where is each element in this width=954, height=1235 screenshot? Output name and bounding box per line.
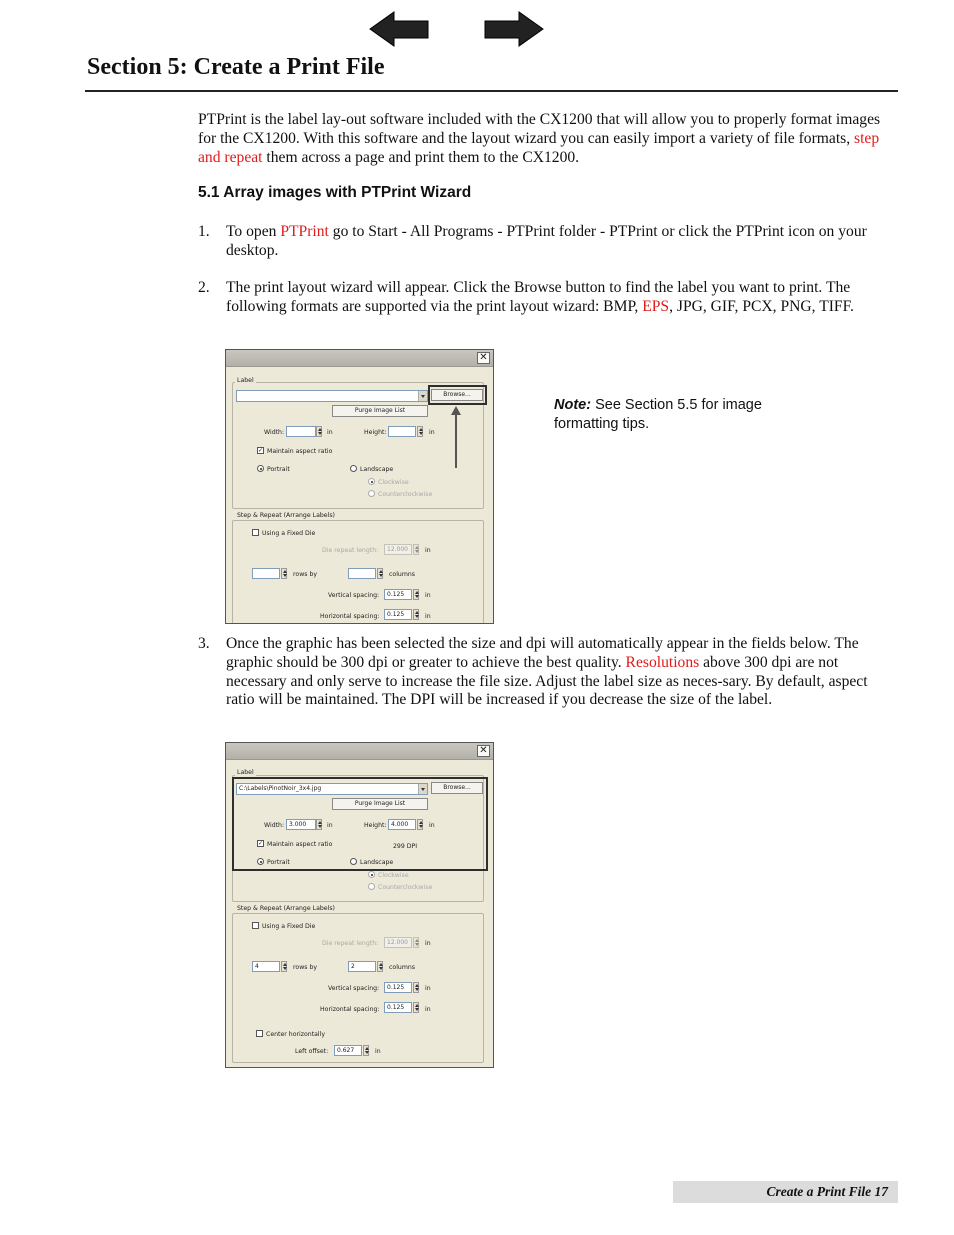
- height-unit: in: [429, 429, 435, 436]
- vertical-spacing-spinner[interactable]: [413, 982, 419, 993]
- rows-spinner[interactable]: [281, 961, 287, 972]
- step-1-text: [226, 223, 892, 261]
- height-field[interactable]: 4.000: [388, 819, 416, 830]
- vertical-spacing-field[interactable]: 0.125: [384, 982, 412, 993]
- chevron-down-icon[interactable]: [418, 391, 427, 401]
- vertical-spacing-spinner[interactable]: [413, 589, 419, 600]
- left-offset-label: Left offset:: [295, 1048, 329, 1055]
- maintain-aspect-checkbox[interactable]: ✓: [258, 447, 264, 454]
- die-unit: in: [425, 940, 431, 947]
- rows-by-label: rows by: [293, 571, 318, 578]
- vertical-unit: in: [425, 985, 431, 992]
- dialog-titlebar: [226, 743, 493, 760]
- horizontal-spacing-spinner[interactable]: [413, 1002, 419, 1013]
- die-repeat-label: Die repeat length:: [322, 940, 379, 947]
- resolutions-link[interactable]: Resolutions: [625, 653, 700, 671]
- intro-paragraph: [198, 111, 892, 167]
- note-text: See Section 5.5 for image formatting tips.: [554, 397, 762, 432]
- height-unit: in: [429, 822, 435, 829]
- left-offset-unit: in: [375, 1048, 381, 1055]
- fixed-die-label: Using a Fixed Die: [262, 530, 316, 537]
- columns-field[interactable]: [348, 568, 376, 579]
- maintain-aspect-checkbox[interactable]: ✓: [258, 840, 264, 847]
- rows-by-label: rows by: [293, 964, 318, 971]
- dialog-titlebar: [226, 350, 493, 367]
- eps-link[interactable]: EPS: [642, 297, 670, 315]
- portrait-label: Portrait: [267, 466, 290, 473]
- width-unit: in: [327, 822, 333, 829]
- die-repeat-field[interactable]: 12.000: [384, 937, 412, 948]
- file-path-value: C:\Labels\PinotNoir_3x4.jpg: [239, 785, 322, 792]
- step-2-text: [226, 279, 892, 317]
- auto-fields-highlight: [232, 777, 488, 871]
- clockwise-label: Clockwise: [378, 872, 409, 879]
- subheading: 5.1 Array images with PTPrint Wizard: [198, 184, 472, 201]
- maintain-aspect-label: Maintain aspect ratio: [267, 448, 333, 455]
- counterclockwise-label: Counterclockwise: [378, 491, 433, 498]
- portrait-label: Portrait: [267, 859, 290, 866]
- height-spinner[interactable]: [417, 426, 423, 437]
- horizontal-spacing-label: Horizontal spacing:: [320, 613, 380, 620]
- label-group-title: Label: [237, 377, 254, 384]
- intro-text-1: PTPrint is the label lay-out software included with the CX1200 that will allow you to properly format images for the CX1200. With this software and the layout wizard you can easily import a variety of file formats,: [198, 111, 881, 147]
- rows-field[interactable]: 4: [252, 961, 280, 972]
- browse-button[interactable]: Browse...: [431, 389, 483, 401]
- die-repeat-spinner[interactable]: [413, 937, 419, 948]
- purge-image-list-button[interactable]: Purge Image List: [332, 405, 428, 417]
- counterclockwise-radio[interactable]: [368, 490, 375, 497]
- rows-field[interactable]: [252, 568, 280, 579]
- arrow-left-icon[interactable]: [368, 10, 430, 48]
- die-unit: in: [425, 547, 431, 554]
- columns-label: columns: [389, 964, 416, 971]
- portrait-radio[interactable]: [257, 465, 264, 472]
- fixed-die-checkbox[interactable]: [252, 922, 259, 929]
- print-wizard-dialog-filled: [225, 742, 494, 1068]
- height-label: Height:: [364, 429, 387, 436]
- dpi-readout: 299 DPI: [393, 843, 418, 850]
- fixed-die-checkbox[interactable]: [252, 529, 259, 536]
- footer-bar: [673, 1181, 898, 1203]
- clockwise-radio[interactable]: [368, 478, 375, 485]
- page-title: Section 5: Create a Print File: [87, 54, 385, 80]
- height-label: Height:: [364, 822, 387, 829]
- height-field[interactable]: [388, 426, 416, 437]
- clockwise-radio[interactable]: [368, 871, 375, 878]
- note-label: Note:: [554, 397, 592, 413]
- vertical-spacing-label: Vertical spacing:: [328, 985, 380, 992]
- step-3-text: [226, 635, 892, 710]
- step-1-after: go to Start - All Programs - PTPrint folder - PTPrint or click the PTPrint icon on your desktop.: [226, 223, 867, 259]
- step-2-number: 2.: [198, 279, 210, 296]
- print-wizard-dialog-empty: [225, 349, 494, 624]
- footer-page-label: Create a Print File 17: [766, 1184, 888, 1199]
- center-horizontally-label: Center horizontally: [266, 1031, 326, 1038]
- columns-label: columns: [389, 571, 416, 578]
- arrow-up-icon: [450, 406, 462, 470]
- width-field[interactable]: 3.000: [286, 819, 316, 830]
- intro-text-2: them across a page and print them to the CX1200.: [262, 148, 580, 166]
- columns-field[interactable]: 2: [348, 961, 376, 972]
- counterclockwise-radio[interactable]: [368, 883, 375, 890]
- left-offset-field[interactable]: 0.627: [334, 1045, 362, 1056]
- file-path-combo[interactable]: [236, 390, 428, 402]
- center-horizontally-checkbox[interactable]: [256, 1030, 263, 1037]
- die-repeat-spinner[interactable]: [413, 544, 419, 555]
- close-icon[interactable]: ✕: [477, 745, 490, 757]
- clockwise-label: Clockwise: [378, 479, 409, 486]
- step-3-number: 3.: [198, 635, 210, 652]
- close-icon[interactable]: ✕: [477, 352, 490, 364]
- die-repeat-label: Die repeat length:: [322, 547, 379, 554]
- vertical-spacing-label: Vertical spacing:: [328, 592, 380, 599]
- width-label: Width:: [264, 822, 285, 829]
- left-offset-spinner[interactable]: [363, 1045, 369, 1056]
- maintain-aspect-label: Maintain aspect ratio: [267, 841, 333, 848]
- fixed-die-label: Using a Fixed Die: [262, 923, 316, 930]
- horizontal-spacing-field[interactable]: 0.125: [384, 609, 412, 620]
- step-3-before: Once the graphic has been selected the size and dpi will automatically appear in the fields below. The graphic should be 300 dpi or greater to achieve the best quality.: [226, 635, 859, 671]
- note: [554, 396, 764, 434]
- landscape-label: Landscape: [360, 466, 394, 473]
- purge-image-list-button[interactable]: Purge Image List: [332, 798, 428, 810]
- die-repeat-field[interactable]: 12.000: [384, 544, 412, 555]
- vertical-unit: in: [425, 592, 431, 599]
- counterclockwise-label: Counterclockwise: [378, 884, 433, 891]
- label-group-title: Label: [237, 769, 254, 776]
- width-label: Width:: [264, 429, 285, 436]
- horizontal-unit: in: [425, 613, 431, 620]
- step-repeat-title: Step & Repeat (Arrange Labels): [237, 512, 335, 519]
- ptprint-link[interactable]: PTPrint: [280, 223, 329, 240]
- arrow-right-icon[interactable]: [483, 10, 545, 48]
- step-3-after: above 300 dpi are not necessary and only serve to increase the file size. Adjust the label size as neces-sary. By default, aspect ratio will be maintained. The DPI will be increased if you decrease the size of the label.: [226, 653, 868, 709]
- horizontal-spacing-label: Horizontal spacing:: [320, 1006, 380, 1013]
- step-1-before: To open: [226, 223, 281, 240]
- step-2-before: The print layout wizard will appear. Click the Browse button to find the label you want to print. The following formats are supported via the print layout wizard: BMP,: [226, 279, 851, 315]
- width-spinner[interactable]: [316, 426, 322, 437]
- title-divider: [85, 90, 898, 92]
- step-1-number: 1.: [198, 223, 210, 240]
- step-2-after: , JPG, GIF, PCX, PNG, TIFF.: [669, 297, 854, 315]
- browse-button[interactable]: Browse...: [431, 782, 483, 794]
- browse-highlight: [428, 385, 487, 405]
- columns-spinner[interactable]: [377, 961, 383, 972]
- columns-spinner[interactable]: [377, 568, 383, 579]
- landscape-label: Landscape: [360, 859, 394, 866]
- horizontal-spacing-spinner[interactable]: [413, 609, 419, 620]
- step-repeat-title: Step & Repeat (Arrange Labels): [237, 905, 335, 912]
- horizontal-unit: in: [425, 1006, 431, 1013]
- rows-spinner[interactable]: [281, 568, 287, 579]
- vertical-spacing-field[interactable]: 0.125: [384, 589, 412, 600]
- width-field[interactable]: [286, 426, 316, 437]
- horizontal-spacing-field[interactable]: 0.125: [384, 1002, 412, 1013]
- step-and-repeat-link[interactable]: step and repeat: [198, 129, 880, 166]
- landscape-radio[interactable]: [350, 465, 357, 472]
- width-unit: in: [327, 429, 333, 436]
